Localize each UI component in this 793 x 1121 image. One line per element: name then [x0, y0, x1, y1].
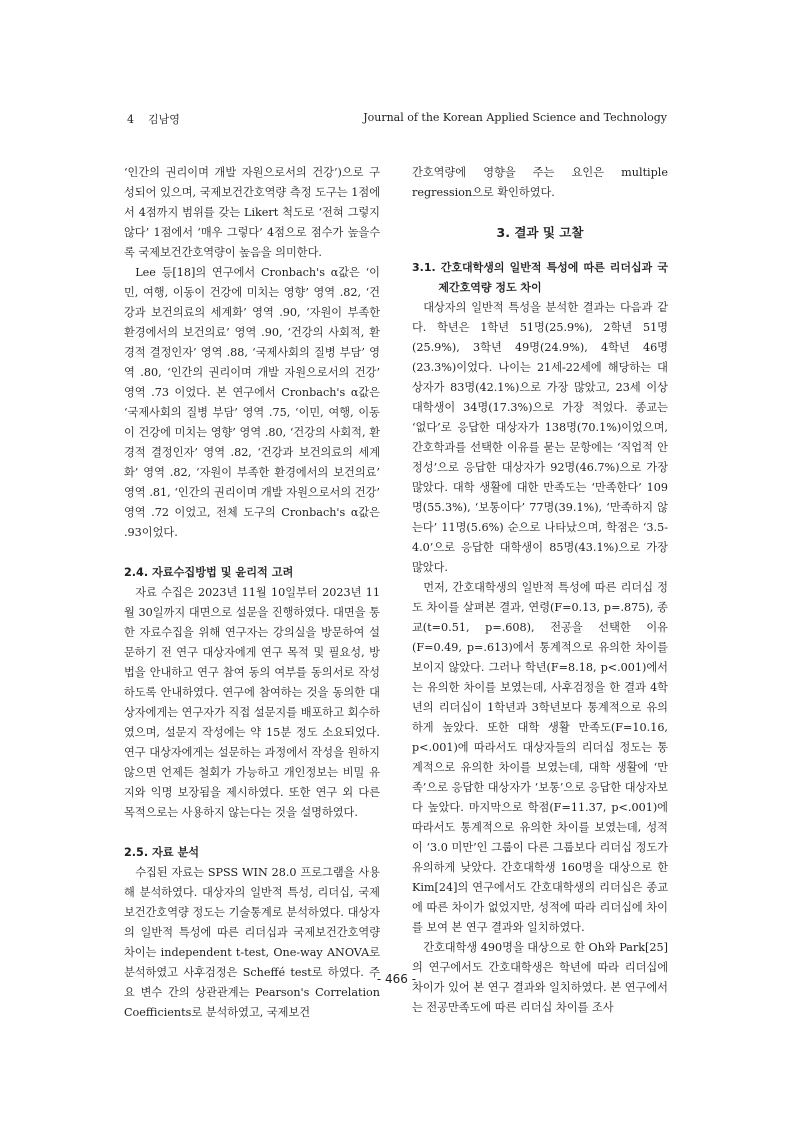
- section-heading-2-5: 2.5. 자료 분석: [124, 846, 200, 859]
- paragraph-prior-study: 간호대학생 490명을 대상으로 한 Oh와 Park[25]의 연구에서도 간호대학생은 학년에 따라 리더십에 차이가 있어 본 연구 결과와 일치하였다. 본 연구에서는 전공만족도에 따른 리더십 차이를 조사: [412, 941, 668, 1014]
- page-number-header: 4: [127, 113, 134, 126]
- section-heading-3: 3. 결과 및 고찰: [496, 225, 584, 240]
- page-number-footer: - 466 -: [376, 972, 417, 986]
- paragraph-regression: 간호역량에 영향을 주는 요인은 multiple regression으로 확인하였다.: [412, 166, 668, 199]
- paragraph-general-characteristics: 대상자의 일반적 특성을 분석한 결과는 다음과 같다. 학년은 1학년 51명(25.9%), 2학년 51명(25.9%), 3학년 49명(24.9%), 4학년 46명(23.3%)이었다. 나이는 21세-22세에 해당하는 대상자가 83명(42.1%)으로 가장 많았고, 23세 이상 대학생이 34명(17.3%)으로 가장 적었다. 종교는 ‘없다’로 응답한 대상자가 138명(70.1%)이었으며, 간호학과를 선택한 이유를 묻는 문항에는 ‘직업적 안정성’으로 응답한 대상자가 92명(46.7%)으로 가장 많았다. 대학 생활에 대한 만족도는 ‘만족한다’ 109명(55.3%), ‘보통이다’ 77명(39.1%), ‘만족하지 않는다’ 11명(5.6%) 순으로 나타났으며, 학점은 ‘3.5-4.0’으로 응답한 대학생이 85명(43.1%)으로 가장 많았다.: [412, 301, 668, 574]
- paragraph-instrument-desc: ‘인간의 권리이며 개발 자원으로서의 건강’)으로 구성되어 있으며, 국제보건간호역량 측정 도구는 1점에서 4점까지 범위를 갖는 Likert 척도로 ‘전혀 그렇지 않다’ 1점에서 ‘매우 그렇다’ 4점으로 점수가 높을수록 국제보건간호역량이 높음을 의미한다.: [124, 166, 380, 259]
- paragraph-data-collection: 자료 수집은 2023년 11월 10일부터 2023년 11월 30일까지 대면으로 설문을 진행하였다. 대면을 통한 자료수집을 위해 연구자는 강의실을 방문하여 설문하기 전 연구 대상자에게 연구 목적 및 필요성, 방법을 안내하고 연구 참여 동의 여부를 동의서로 작성하도록 안내하였다. 연구에 참여하는 것을 동의한 대상자에게는 연구자가 직접 설문지를 배포하고 회수하였으며, 설문지 작성에는 약 15분 정도 소요되었다. 연구 대상자에게는 설문하는 과정에서 작성을 원하지 않으면 언제든 철회가 가능하고 개인정보는 비밀 유지와 익명 보장됨을 제시하였다. 또한 연구 외 다른 목적으로는 사용하지 않는다는 것을 설명하였다.: [124, 586, 380, 819]
- section-heading-3-1: 3.1. 간호대학생의 일반적 특성에 따른 리더십과 국제간호역량 정도 차이: [412, 261, 668, 294]
- running-header: [127, 111, 667, 127]
- paragraph-data-analysis: 수집된 자료는 SPSS WIN 28.0 프로그램을 사용해 분석하였다. 대상자의 일반적 특성, 리더십, 국제보건간호역량 정도는 기술통계로 분석하였다. 대상자의 일반적 특성에 따른 리더십과 국제보건간호역량 차이는 independent t-test, One-way ANOVA로 분석하였고 사후검정은 Scheffé test로 하였다. 주요 변수 간의 상관관계는 Pearson's Correlation Coefficients로 분석하였고, 국제보건: [124, 866, 380, 1019]
- header-left: [127, 111, 194, 127]
- right-column: [412, 163, 668, 1018]
- author-name: 김남영: [148, 113, 180, 126]
- left-column: [124, 163, 380, 1023]
- paragraph-leadership-differences: 먼저, 간호대학생의 일반적 특성에 따른 리더십 정도 차이를 살펴본 결과, 연령(F=0.13, p=.875), 종교(t=0.51, p=.608), 전공을 선택한 이유(F=0.49, p=.613)에서 통계적으로 유의한 차이를 보이지 않았다. 그러나 학년(F=8.18, p<.001)에서는 유의한 차이를 보였는데, 사후검정을 한 결과 4학년의 리더십이 1학년과 3학년보다 통계적으로 유의하게 높았다. 또한 대학 생활 만족도(F=10.16, p<.001)에 따라서도 대상자들의 리더십 정도는 통계적으로 유의한 차이를 보였는데, 대학 생활에 ‘만족’으로 응답한 대상자가 ‘보통’으로 응답한 대상자보다 높았다. 마지막으로 학점(F=11.37, p<.001)에 따라서도 통계적으로 유의한 차이를 보였는데, 성적이 ‘3.0 미만’인 그룹이 다른 그룹보다 리더십 정도가 유의하게 낮았다. 간호대학생 160명을 대상으로 한 Kim[24]의 연구에서도 간호대학생의 리더십은 종교에 따른 차이가 없었지만, 성적에 따라 리더십에 차이를 보여 본 연구 결과와 일치하였다.: [412, 581, 668, 934]
- section-heading-2-4: 2.4. 자료수집방법 및 윤리적 고려: [124, 566, 294, 579]
- journal-title: Journal of the Korean Applied Science and Technology: [363, 111, 667, 124]
- paragraph-reliability: Lee 등[18]의 연구에서 Cronbach's α값은 ‘이민, 여행, 이동이 건강에 미치는 영향’ 영역 .82, ‘건강과 보건의료의 세계화’ 영역 .90, ‘자원이 부족한 환경에서의 보건의료’ 영역 .90, ‘건강의 사회적, 환경적 결정인자’ 영역 .88, ‘국제사회의 질병 부담’ 영역 .80, ‘인간의 권리이며 개발 자원으로서의 건강’ 영역 .73 이었다. 본 연구에서 Cronbach's α값은 ‘국제사회의 질병 부담’ 영역 .75, ‘이민, 여행, 이동이 건강에 미치는 영향’ 영역 .80, ‘건강의 사회적, 환경적 결정인자’ 영역 .82, ‘건강과 보건의료의 세계화’ 영역 .82, ‘자원이 부족한 환경에서의 보건의료’ 영역 .81, ‘인간의 권리이며 개발 자원으로서의 건강’ 영역 .72 이었고, 전체 도구의 Cronbach's α값은 .93이었다.: [124, 266, 380, 539]
